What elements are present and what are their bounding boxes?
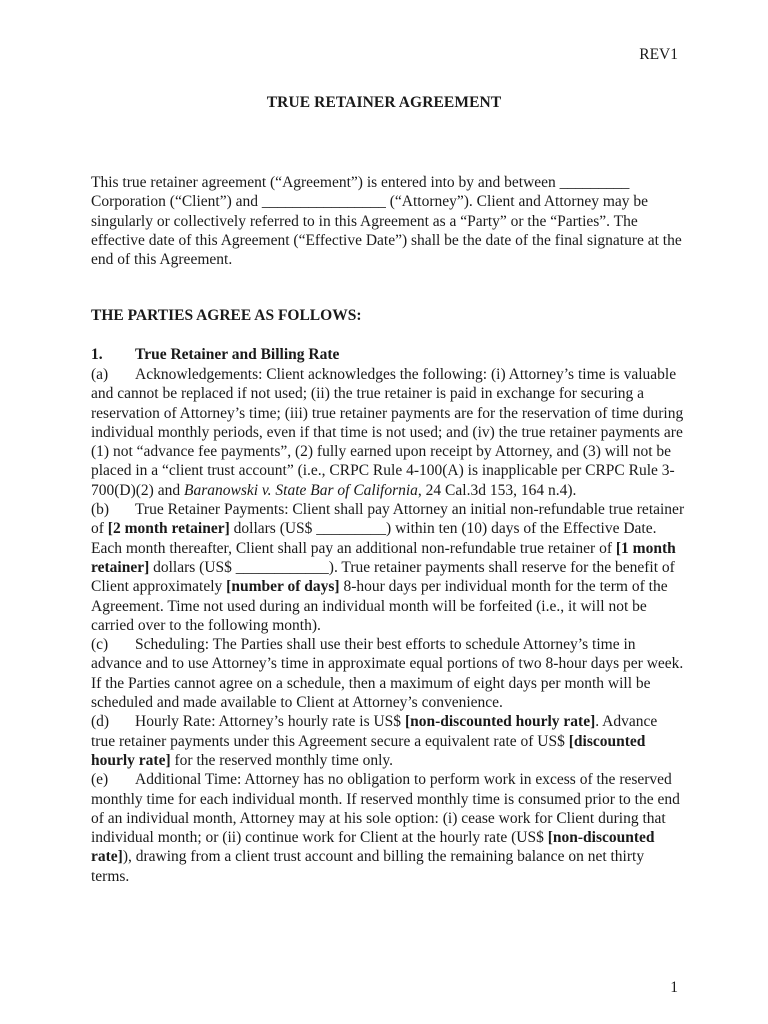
clause-label: (a) (91, 366, 109, 383)
clause-text: . Advance true retainer payments under this Agreement secure a equivalent rate of US$ (91, 713, 658, 750)
clause-text: Additional Time: Attorney has no obligation to perform work in excess of the reserved monthly time for each individual month. If reserved monthly time is consumed prior to the end of an individual month, Attorney may at his sole option: (i) cease work for Client during that individual month; or (ii) continue work for Client at the hourly rate (US$ (91, 771, 680, 847)
clause-d (91, 712, 685, 770)
placeholder-term: [number of days] (226, 578, 340, 596)
clause-text: Acknowledgements: Client acknowledges the following: (i) Attorney’s time is valuable and cannot be replaced if not used; (ii) the true retainer is paid in exchange for securing a reservation of Attorney’s time; (iii) true retainer payments are for the reservation of time during individual monthly periods, even if that time is not used; and (iv) the true retainer payments are (1) not “advance fee payments”, (2) fully earned upon receipt by Attorney, and (3) will not be placed in a “client trust account” (i.e., CRPC Rule 4-100(A) is inapplicable per CRPC Rule 3-700(D)(2) and (91, 366, 684, 499)
revision-label: REV1 (639, 46, 678, 63)
placeholder-term: [non-discounted hourly rate] (404, 713, 596, 731)
placeholder-term: [1 month retainer] (91, 539, 676, 576)
clause-e (91, 770, 685, 886)
placeholder-term: [non-discounted rate] (91, 829, 655, 866)
clause-label: (c) (91, 636, 109, 654)
placeholder-term: [discounted hourly rate] (91, 732, 646, 769)
placeholder-term: [2 month retainer] (107, 520, 230, 538)
section-number: 1. (91, 346, 103, 363)
clause-text: 8-hour days per individual month for the term of the Agreement. Time not used during an individual month will be forfeited (i.e., it will not be carried over to the following month). (91, 578, 668, 634)
clause-text: for the reserved monthly time only. (170, 751, 394, 769)
clause-text: True Retainer Payments: Client shall pay Attorney an initial non-refundable true retainer of (91, 501, 685, 538)
clause-text: ), drawing from a client trust account and billing the remaining balance on net thirty terms. (91, 848, 645, 885)
section-heading (91, 346, 339, 364)
agree-heading: THE PARTIES AGREE AS FOLLOWS: (91, 307, 362, 324)
intro-paragraph: This true retainer agreement (“Agreement”) is entered into by and between _________ Corporation (“Client”) and ________________ (“Attorney”). Client and Attorney may be singularly or collectively referred to in this Agreement as a “Party” or the “Parties”. The effective date of this Agreement (“Effective Date”) shall be the date of the final signature at the end of this Agreement. (91, 174, 682, 269)
clause-label: (b) (91, 501, 110, 519)
document-title: TRUE RETAINER AGREEMENT (266, 94, 502, 111)
clause-text: Hourly Rate: Attorney’s hourly rate is US$ (135, 713, 405, 731)
clause-label: (d) (91, 713, 110, 731)
clause-b (91, 500, 685, 635)
clause-text: dollars (US$ _________) within ten (10) days of the Effective Date. Each month thereafter, Client shall pay an additional non-refundable true retainer of (91, 520, 657, 557)
clause-a (91, 365, 685, 500)
clause-c (91, 635, 685, 712)
clause-label: (e) (91, 771, 109, 789)
page-number: 1 (670, 979, 678, 996)
section-clauses (91, 365, 685, 886)
clause-text: Scheduling: The Parties shall use their best efforts to schedule Attorney’s time in advance and to use Attorney’s time in approximate equal portions of two 8-hour days per week. If the Parties cannot agree on a schedule, then a maximum of eight days per month will be scheduled and made available to Client at Attorney’s convenience. (91, 636, 684, 712)
clause-text: dollars (US$ ____________). True retainer payments shall reserve for the benefit of Client approximately (91, 558, 675, 596)
clause-text: , 24 Cal.3d 153, 164 n.4). (417, 481, 577, 499)
section-title: True Retainer and Billing Rate (135, 346, 340, 363)
case-citation: Baranowski v. State Bar of California (183, 481, 418, 499)
